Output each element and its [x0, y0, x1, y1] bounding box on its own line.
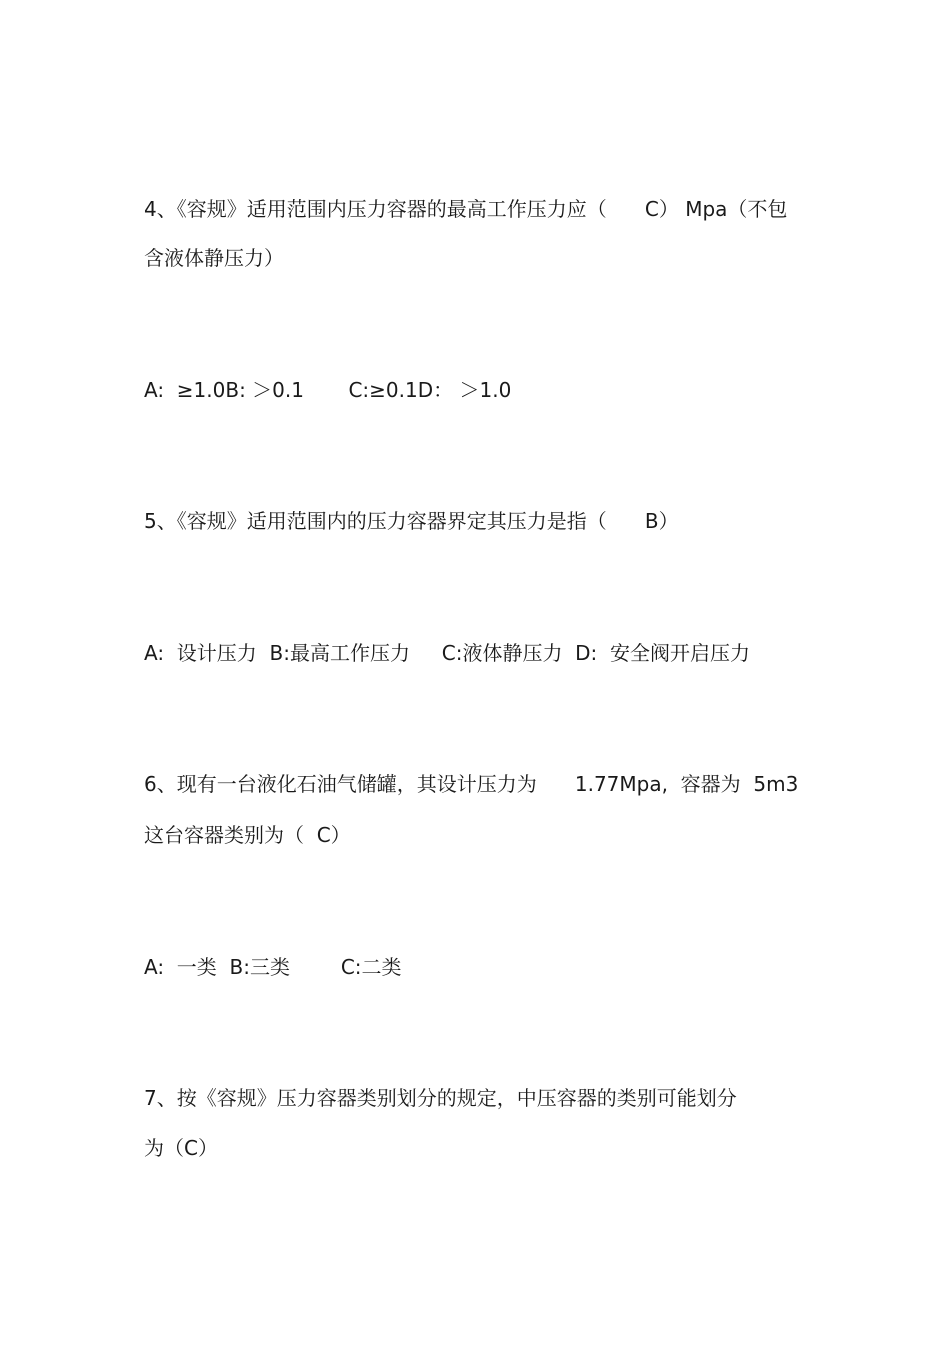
question-6-text: 6、现有一台液化石油气储罐，其设计压力为 1.77Mpa, 容器为 5m3 [144, 772, 799, 796]
question-7-text: 7、按《容规》压力容器类别划分的规定，中压容器的类别可能划分 [144, 1086, 737, 1110]
question-4-text: 4、《容规》适用范围内压力容器的最高工作压力应（ C） Mpa（不包 [144, 197, 788, 221]
question-5-options: A: 设计压力 B:最高工作压力 C:液体静压力 D: 安全阀开启压力 [144, 641, 751, 665]
question-6-options: A: 一类 B:三类 C:二类 [144, 955, 402, 979]
question-4-options: A: ≥1.0B: ＞0.1 C:≥0.1D： ＞1.0 [144, 378, 512, 402]
question-7-text-continued: 为（C） [144, 1136, 218, 1160]
question-4-text-continued: 含液体静压力） [144, 246, 284, 270]
question-6-text-continued: 这台容器类别为（ C） [144, 823, 351, 847]
question-5-text: 5、《容规》适用范围内的压力容器界定其压力是指（ B） [144, 509, 679, 533]
